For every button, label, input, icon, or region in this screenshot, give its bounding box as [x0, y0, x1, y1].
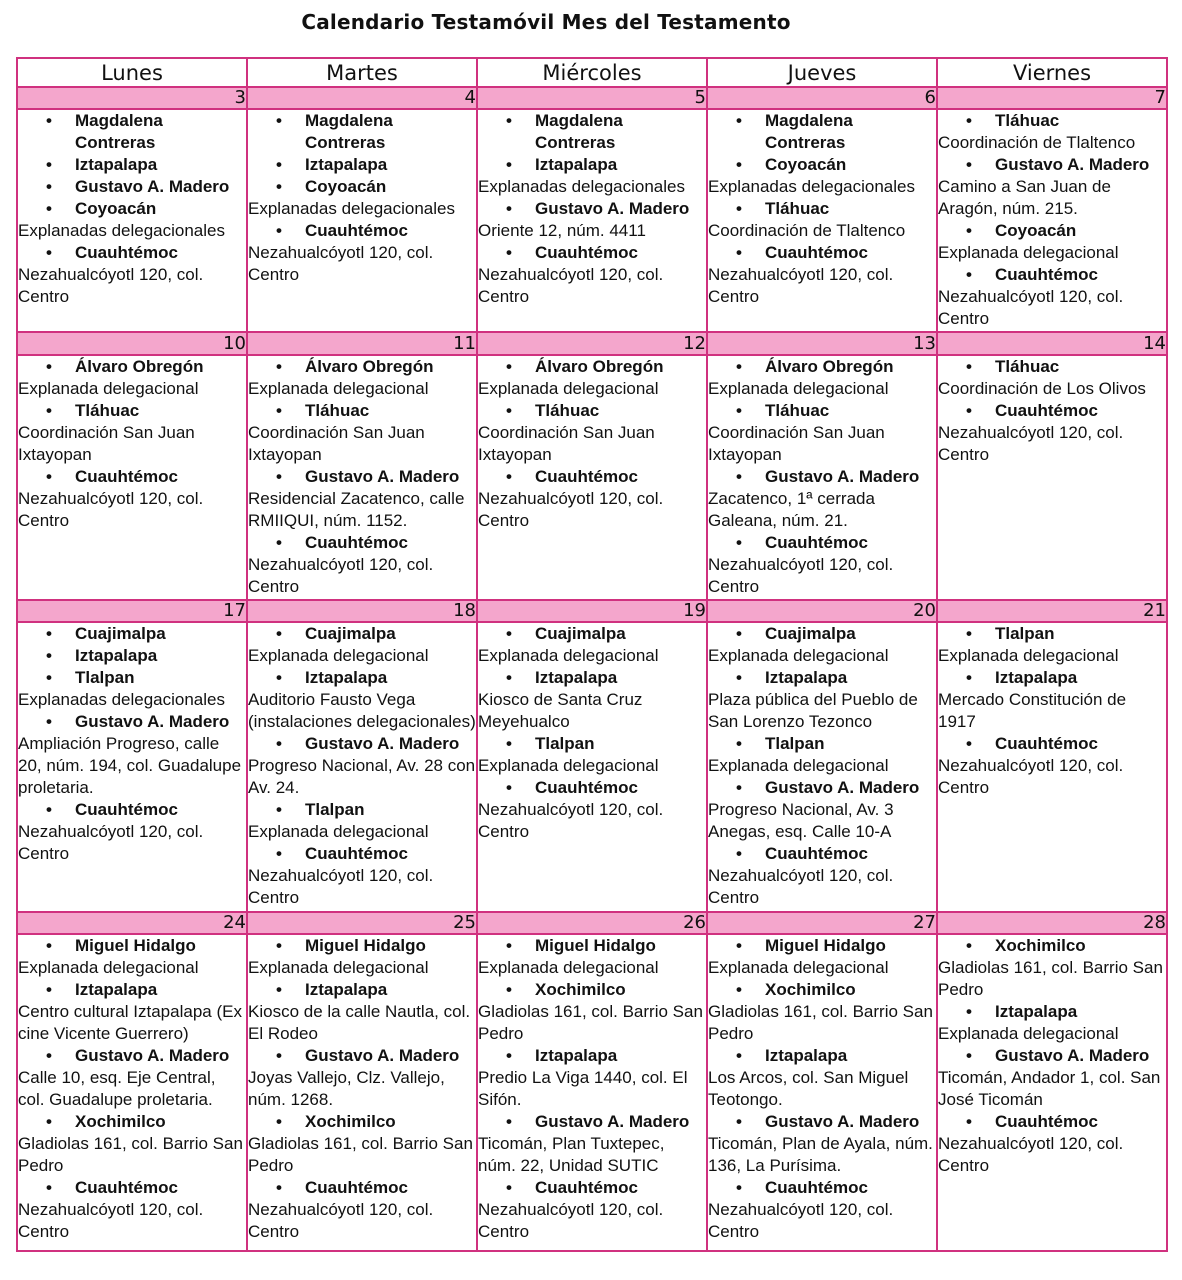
- day-cell: [477, 934, 707, 1251]
- delegacion-name: • Gustavo A. Madero: [18, 711, 246, 733]
- delegacion-name: • Cuauhtémoc: [248, 843, 476, 865]
- location-address: Nezahualcóyotl 120, col. Centro: [478, 265, 664, 307]
- location-address: Nezahualcóyotl 120, col. Centro: [478, 488, 664, 530]
- location-address: Gladiolas 161, col. Barrio San Pedro: [478, 1002, 703, 1044]
- day-cell: [17, 109, 247, 332]
- delegacion-name: • Magdalena Contreras: [18, 110, 246, 154]
- delegacion-name: • Cuauhtémoc: [478, 242, 706, 264]
- delegacion-name: • Cuauhtémoc: [938, 400, 1166, 422]
- delegacion-name: • Xochimilco: [248, 1111, 476, 1133]
- delegacion-name: • Iztapalapa: [938, 667, 1166, 689]
- day-cell: [17, 622, 247, 912]
- weekday-header-miercoles: Miércoles: [477, 58, 707, 87]
- location-address: Nezahualcóyotl 120, col. Centro: [708, 1200, 894, 1242]
- delegacion-name: • Cuauhtémoc: [938, 1111, 1166, 1133]
- location-address: Explanada delegacional: [248, 646, 429, 666]
- location-address: Camino a San Juan de Aragón, núm. 215.: [938, 177, 1111, 219]
- week-content-row: [17, 622, 1167, 912]
- location-address: Coordinación San Juan Ixtayopan: [18, 422, 195, 464]
- delegacion-name: • Miguel Hidalgo: [478, 935, 706, 957]
- delegacion-name: • Iztapalapa: [478, 667, 706, 689]
- delegacion-name: • Cuauhtémoc: [708, 242, 936, 264]
- weekday-header-viernes: Viernes: [937, 58, 1167, 87]
- delegacion-name: • Xochimilco: [18, 1111, 246, 1133]
- day-cell: [937, 109, 1167, 332]
- delegacion-name: • Gustavo A. Madero: [248, 466, 476, 488]
- delegacion-name: • Tláhuac: [248, 400, 476, 422]
- weekday-header-row: [17, 58, 1167, 87]
- delegacion-name: • Álvaro Obregón: [248, 356, 476, 378]
- delegacion-name: • Álvaro Obregón: [708, 356, 936, 378]
- day-cell: [247, 622, 477, 912]
- day-cell: [707, 934, 937, 1251]
- location-address: Progreso Nacional, Av. 28 con Av. 24.: [248, 756, 476, 798]
- location-address: Nezahualcóyotl 120, col. Centro: [18, 265, 204, 307]
- delegacion-name: • Tláhuac: [18, 400, 246, 422]
- location-address: Nezahualcóyotl 120, col. Centro: [248, 1200, 434, 1242]
- delegacion-name: • Tláhuac: [708, 400, 936, 422]
- location-address: Nezahualcóyotl 120, col. Centro: [248, 243, 434, 285]
- weekday-header-lunes: Lunes: [17, 58, 247, 87]
- location-address: Plaza pública del Pueblo de San Lorenzo Tezonco: [708, 690, 918, 732]
- delegacion-name: • Cuauhtémoc: [708, 843, 936, 865]
- location-address: Kiosco de la calle Nautla, col. El Rodeo: [248, 1002, 471, 1044]
- day-number: 26: [477, 912, 707, 934]
- delegacion-name: • Iztapalapa: [938, 1001, 1166, 1023]
- delegacion-name: • Iztapalapa: [248, 154, 476, 176]
- location-address: Los Arcos, col. San Miguel Teotongo.: [708, 1068, 909, 1110]
- location-address: Nezahualcóyotl 120, col. Centro: [708, 265, 894, 307]
- location-address: Centro cultural Iztapalapa (Ex cine Vicente Guerrero): [18, 1002, 242, 1044]
- delegacion-name: • Cuauhtémoc: [938, 733, 1166, 755]
- day-number: 7: [937, 87, 1167, 109]
- location-address: Explanadas delegacionales: [18, 690, 225, 710]
- day-cell: [937, 934, 1167, 1251]
- location-address: Explanada delegacional: [938, 1024, 1119, 1044]
- delegacion-name: • Cuauhtémoc: [18, 799, 246, 821]
- delegacion-name: • Miguel Hidalgo: [18, 935, 246, 957]
- day-number: 10: [17, 332, 247, 354]
- delegacion-name: • Álvaro Obregón: [18, 356, 246, 378]
- day-number: 20: [707, 600, 937, 622]
- location-address: Kiosco de Santa Cruz Meyehualco: [478, 690, 643, 732]
- location-address: Explanada delegacional: [478, 378, 659, 398]
- delegacion-name: • Gustavo A. Madero: [938, 1045, 1166, 1067]
- location-address: Predio La Viga 1440, col. El Sifón.: [478, 1068, 688, 1110]
- day-number: 18: [247, 600, 477, 622]
- location-address: Explanada delegacional: [18, 378, 199, 398]
- location-address: Explanadas delegacionales: [248, 199, 455, 219]
- location-address: Explanada delegacional: [708, 756, 889, 776]
- delegacion-name: • Xochimilco: [708, 979, 936, 1001]
- delegacion-name: • Tláhuac: [938, 110, 1166, 132]
- delegacion-name: • Tláhuac: [478, 400, 706, 422]
- day-number: 5: [477, 87, 707, 109]
- delegacion-name: • Coyoacán: [708, 154, 936, 176]
- day-number: 6: [707, 87, 937, 109]
- delegacion-name: • Tláhuac: [938, 356, 1166, 378]
- day-cell: [477, 109, 707, 332]
- location-address: Ampliación Progreso, calle 20, núm. 194, col. Guadalupe proletaria.: [18, 734, 242, 798]
- delegacion-name: • Cuauhtémoc: [248, 220, 476, 242]
- day-number: 24: [17, 912, 247, 934]
- delegacion-name: • Xochimilco: [478, 979, 706, 1001]
- location-address: Coordinación de Tlaltenco: [708, 221, 906, 241]
- day-cell: [937, 355, 1167, 600]
- location-address: Zacatenco, 1ª cerrada Galeana, núm. 21.: [708, 488, 875, 530]
- location-address: Explanadas delegacionales: [708, 177, 915, 197]
- location-address: Gladiolas 161, col. Barrio San Pedro: [708, 1002, 933, 1044]
- delegacion-name: • Tlalpan: [478, 733, 706, 755]
- delegacion-name: • Coyoacán: [248, 176, 476, 198]
- location-address: Nezahualcóyotl 120, col. Centro: [248, 866, 434, 908]
- delegacion-name: • Cuauhtémoc: [18, 242, 246, 264]
- location-address: Explanada delegacional: [938, 646, 1119, 666]
- date-row: [17, 87, 1167, 109]
- delegacion-name: • Gustavo A. Madero: [248, 733, 476, 755]
- delegacion-name: • Magdalena Contreras: [478, 110, 706, 154]
- delegacion-name: • Gustavo A. Madero: [708, 1111, 936, 1133]
- location-address: Nezahualcóyotl 120, col. Centro: [938, 422, 1124, 464]
- location-address: Nezahualcóyotl 120, col. Centro: [938, 1134, 1124, 1176]
- page-title: Calendario Testamóvil Mes del Testamento: [301, 10, 791, 34]
- delegacion-name: • Tlalpan: [248, 799, 476, 821]
- week-content-row: [17, 109, 1167, 332]
- week-content-row: [17, 355, 1167, 600]
- location-address: Coordinación San Juan Ixtayopan: [478, 422, 655, 464]
- calendar-body: [17, 87, 1167, 1251]
- location-address: Nezahualcóyotl 120, col. Centro: [18, 488, 204, 530]
- location-address: Nezahualcóyotl 120, col. Centro: [708, 866, 894, 908]
- delegacion-name: • Álvaro Obregón: [478, 356, 706, 378]
- location-address: Nezahualcóyotl 120, col. Centro: [248, 554, 434, 596]
- delegacion-name: • Gustavo A. Madero: [18, 1045, 246, 1067]
- delegacion-name: • Iztapalapa: [708, 1045, 936, 1067]
- location-address: Gladiolas 161, col. Barrio San Pedro: [938, 958, 1163, 1000]
- delegacion-name: • Cuauhtémoc: [708, 1177, 936, 1199]
- location-address: Coordinación de Tlaltenco: [938, 133, 1136, 153]
- day-cell: [17, 934, 247, 1251]
- delegacion-name: • Iztapalapa: [18, 645, 246, 667]
- day-number: 19: [477, 600, 707, 622]
- location-address: Calle 10, esq. Eje Central, col. Guadalupe proletaria.: [18, 1068, 216, 1110]
- location-address: Explanada delegacional: [478, 756, 659, 776]
- delegacion-name: • Tláhuac: [708, 198, 936, 220]
- day-number: 14: [937, 332, 1167, 354]
- location-address: Ticomán, Andador 1, col. San José Ticomán: [938, 1068, 1161, 1110]
- delegacion-name: • Iztapalapa: [478, 1045, 706, 1067]
- day-cell: [937, 622, 1167, 912]
- day-number: 17: [17, 600, 247, 622]
- day-cell: [247, 934, 477, 1251]
- location-address: Auditorio Fausto Vega (instalaciones delegacionales): [248, 690, 476, 732]
- location-address: Mercado Constitución de 1917: [938, 690, 1127, 732]
- delegacion-name: • Xochimilco: [938, 935, 1166, 957]
- day-number: 11: [247, 332, 477, 354]
- delegacion-name: • Iztapalapa: [18, 979, 246, 1001]
- location-address: Explanada delegacional: [18, 958, 199, 978]
- location-address: Coordinación de Los Olivos: [938, 378, 1146, 398]
- delegacion-name: • Iztapalapa: [478, 154, 706, 176]
- location-address: Ticomán, Plan de Ayala, núm. 136, La Purísima.: [708, 1134, 933, 1176]
- delegacion-name: • Cuauhtémoc: [18, 1177, 246, 1199]
- delegacion-name: • Tlalpan: [938, 623, 1166, 645]
- date-row: [17, 912, 1167, 934]
- day-cell: [707, 622, 937, 912]
- delegacion-name: • Iztapalapa: [248, 979, 476, 1001]
- location-address: Explanada delegacional: [708, 378, 889, 398]
- delegacion-name: • Cuauhtémoc: [478, 466, 706, 488]
- delegacion-name: • Gustavo A. Madero: [478, 1111, 706, 1133]
- location-address: Explanada delegacional: [708, 646, 889, 666]
- delegacion-name: • Gustavo A. Madero: [18, 176, 246, 198]
- location-address: Ticomán, Plan Tuxtepec, núm. 22, Unidad SUTIC: [478, 1134, 665, 1176]
- delegacion-name: • Cuajimalpa: [248, 623, 476, 645]
- day-cell: [17, 355, 247, 600]
- delegacion-name: • Cuauhtémoc: [18, 466, 246, 488]
- delegacion-name: • Gustavo A. Madero: [938, 154, 1166, 176]
- delegacion-name: • Cuajimalpa: [18, 623, 246, 645]
- delegacion-name: • Cuauhtémoc: [248, 532, 476, 554]
- location-address: Nezahualcóyotl 120, col. Centro: [478, 800, 664, 842]
- location-address: Residencial Zacatenco, calle RMIIQUI, núm. 1152.: [248, 488, 465, 530]
- delegacion-name: • Iztapalapa: [248, 667, 476, 689]
- location-address: Coordinación San Juan Ixtayopan: [248, 422, 425, 464]
- date-row: [17, 600, 1167, 622]
- location-address: Nezahualcóyotl 120, col. Centro: [938, 287, 1124, 329]
- location-address: Explanada delegacional: [938, 243, 1119, 263]
- day-number: 12: [477, 332, 707, 354]
- day-number: 28: [937, 912, 1167, 934]
- delegacion-name: • Miguel Hidalgo: [708, 935, 936, 957]
- delegacion-name: • Cuauhtémoc: [708, 532, 936, 554]
- delegacion-name: • Cuauhtémoc: [478, 777, 706, 799]
- location-address: Gladiolas 161, col. Barrio San Pedro: [18, 1134, 243, 1176]
- weekday-header-jueves: Jueves: [707, 58, 937, 87]
- location-address: Explanada delegacional: [248, 378, 429, 398]
- week-content-row: [17, 934, 1167, 1251]
- delegacion-name: • Coyoacán: [18, 198, 246, 220]
- location-address: Joyas Vallejo, Clz. Vallejo, núm. 1268.: [248, 1068, 445, 1110]
- day-cell: [247, 109, 477, 332]
- calendar-table: [16, 57, 1168, 1252]
- location-address: Coordinación San Juan Ixtayopan: [708, 422, 885, 464]
- location-address: Explanada delegacional: [478, 646, 659, 666]
- delegacion-name: • Cuauhtémoc: [248, 1177, 476, 1199]
- location-address: Progreso Nacional, Av. 3 Anegas, esq. Calle 10-A: [708, 800, 894, 842]
- delegacion-name: • Magdalena Contreras: [248, 110, 476, 154]
- location-address: Explanadas delegacionales: [18, 221, 225, 241]
- day-cell: [477, 355, 707, 600]
- delegacion-name: • Cuauhtémoc: [938, 264, 1166, 286]
- location-address: Explanada delegacional: [248, 958, 429, 978]
- location-address: Nezahualcóyotl 120, col. Centro: [478, 1200, 664, 1242]
- day-number: 3: [17, 87, 247, 109]
- location-address: Nezahualcóyotl 120, col. Centro: [18, 822, 204, 864]
- location-address: Explanada delegacional: [248, 822, 429, 842]
- delegacion-name: • Gustavo A. Madero: [708, 466, 936, 488]
- delegacion-name: • Gustavo A. Madero: [248, 1045, 476, 1067]
- delegacion-name: • Cuajimalpa: [708, 623, 936, 645]
- weekday-header-martes: Martes: [247, 58, 477, 87]
- location-address: Explanadas delegacionales: [478, 177, 685, 197]
- delegacion-name: • Miguel Hidalgo: [248, 935, 476, 957]
- day-cell: [477, 622, 707, 912]
- location-address: Gladiolas 161, col. Barrio San Pedro: [248, 1134, 473, 1176]
- location-address: Oriente 12, núm. 4411: [478, 221, 646, 241]
- day-number: 13: [707, 332, 937, 354]
- location-address: Explanada delegacional: [708, 958, 889, 978]
- day-cell: [707, 355, 937, 600]
- day-number: 27: [707, 912, 937, 934]
- delegacion-name: • Gustavo A. Madero: [478, 198, 706, 220]
- delegacion-name: • Gustavo A. Madero: [708, 777, 936, 799]
- day-number: 21: [937, 600, 1167, 622]
- delegacion-name: • Iztapalapa: [18, 154, 246, 176]
- day-number: 25: [247, 912, 477, 934]
- delegacion-name: • Magdalena Contreras: [708, 110, 936, 154]
- day-number: 4: [247, 87, 477, 109]
- location-address: Nezahualcóyotl 120, col. Centro: [938, 756, 1124, 798]
- location-address: Explanada delegacional: [478, 958, 659, 978]
- location-address: Nezahualcóyotl 120, col. Centro: [18, 1200, 204, 1242]
- delegacion-name: • Coyoacán: [938, 220, 1166, 242]
- delegacion-name: • Cuajimalpa: [478, 623, 706, 645]
- delegacion-name: • Iztapalapa: [708, 667, 936, 689]
- day-cell: [707, 109, 937, 332]
- delegacion-name: • Tlalpan: [708, 733, 936, 755]
- location-address: Nezahualcóyotl 120, col. Centro: [708, 554, 894, 596]
- day-cell: [247, 355, 477, 600]
- delegacion-name: • Tlalpan: [18, 667, 246, 689]
- date-row: [17, 332, 1167, 354]
- delegacion-name: • Cuauhtémoc: [478, 1177, 706, 1199]
